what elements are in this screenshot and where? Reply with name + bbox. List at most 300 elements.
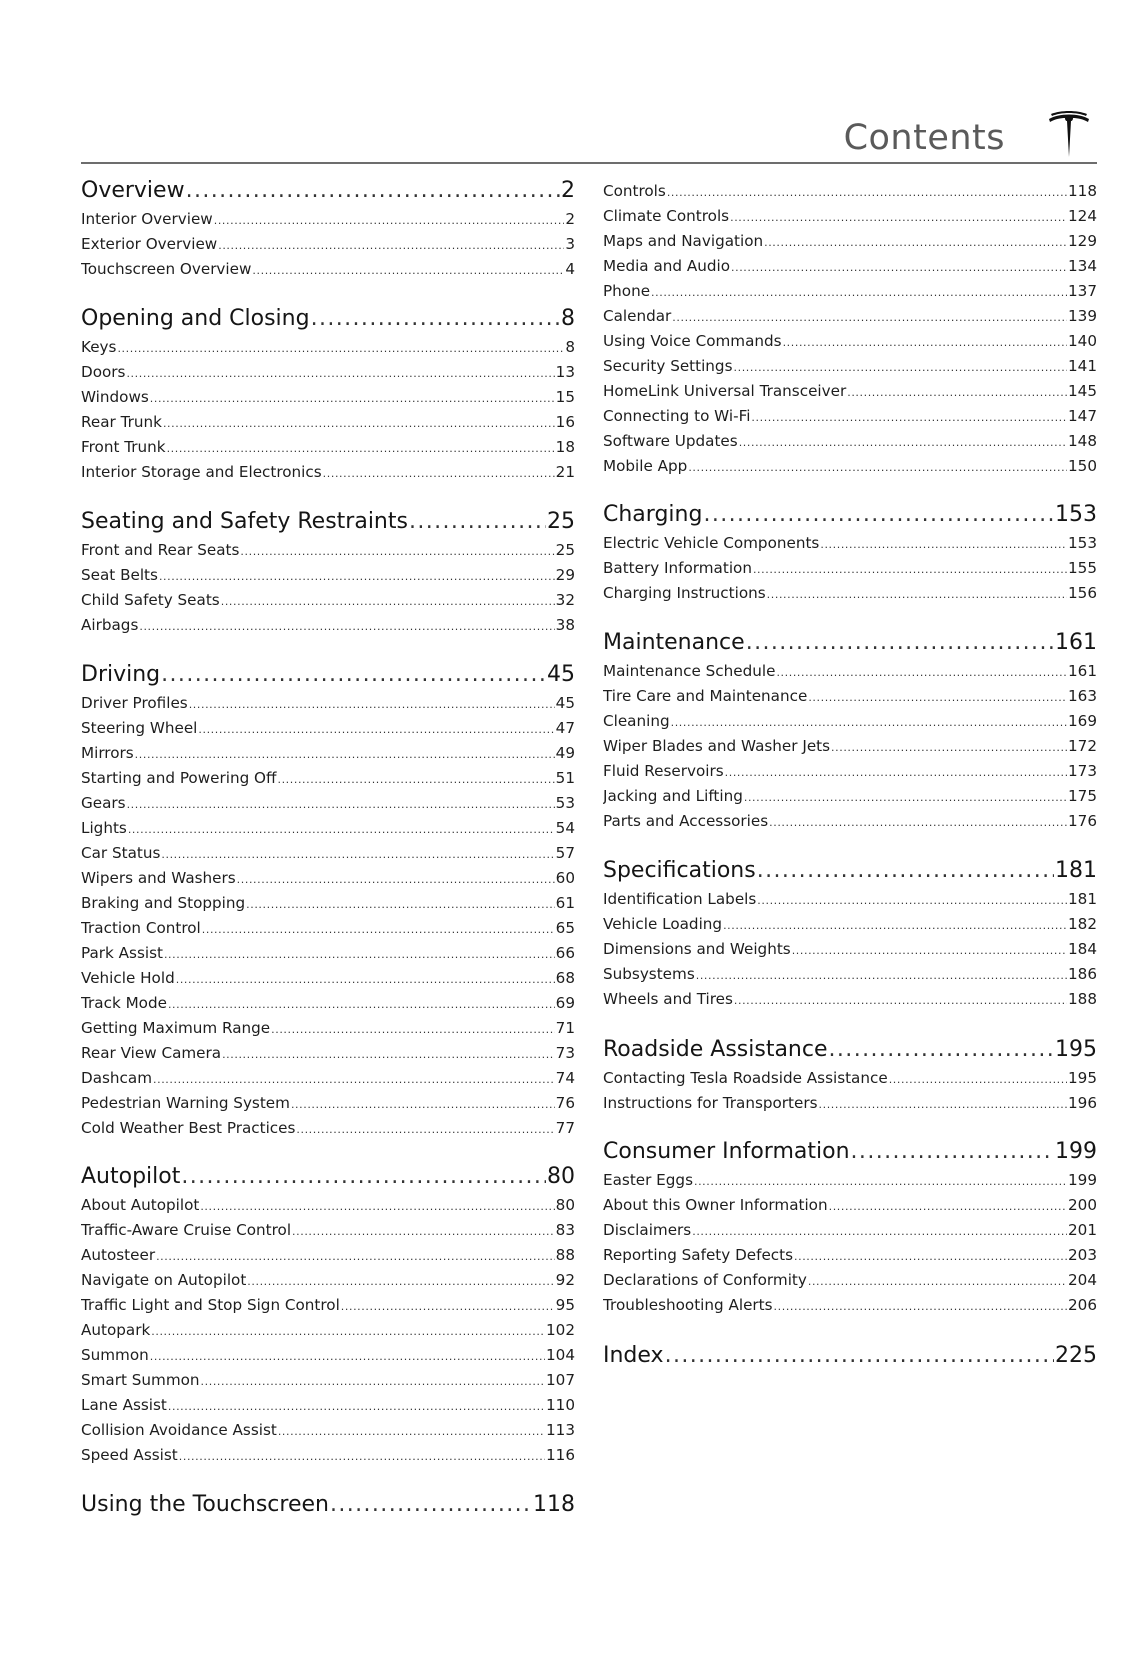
toc-entry-label: Steering Wheel (81, 719, 198, 737)
dot-leader (128, 817, 555, 841)
section-heading-label: Driving (81, 662, 161, 687)
toc-entry[interactable] (81, 1268, 575, 1293)
dot-leader (774, 1294, 1067, 1318)
toc-entry-label: Seat Belts (81, 566, 158, 584)
toc-entry[interactable] (81, 691, 575, 716)
toc-entry-page-number: 57 (555, 844, 575, 862)
toc-entry-page-number: 95 (555, 1296, 575, 1314)
section-heading-label: Specifications (603, 858, 756, 883)
toc-entry-label: Phone (603, 282, 651, 300)
toc-section-continued (603, 179, 1097, 479)
toc-entry-label: Traffic-Aware Cruise Control (81, 1221, 292, 1239)
toc-entry-page-number: 188 (1068, 990, 1097, 1008)
toc-entry-label: Cold Weather Best Practices (81, 1119, 296, 1137)
toc-entry-label: Keys (81, 338, 117, 356)
dot-leader (156, 1244, 555, 1268)
toc-entry-label: Windows (81, 388, 149, 406)
toc-entry-page-number: 15 (555, 388, 575, 406)
dot-leader (161, 659, 546, 691)
toc-entry[interactable] (603, 1218, 1097, 1243)
toc-entry-page-number: 29 (555, 566, 575, 584)
toc-entry-page-number: 141 (1068, 357, 1097, 375)
toc-entry-page-number: 195 (1068, 1069, 1097, 1087)
toc-entry[interactable] (81, 1343, 575, 1368)
section-heading-label: Maintenance (603, 630, 745, 655)
toc-entry[interactable] (603, 204, 1097, 229)
toc-entry-page-number: 140 (1068, 332, 1097, 350)
toc-entry[interactable] (81, 766, 575, 791)
dot-leader (186, 175, 560, 207)
toc-entry-label: Autosteer (81, 1246, 156, 1264)
toc-entry[interactable] (81, 538, 575, 563)
section-heading[interactable] (81, 303, 575, 335)
toc-entry[interactable] (81, 841, 575, 866)
toc-entry-page-number: 38 (555, 616, 575, 634)
toc-section (603, 1340, 1097, 1372)
toc-entry-page-number: 47 (555, 719, 575, 737)
toc-entry[interactable] (603, 279, 1097, 304)
section-heading-label: Roadside Assistance (603, 1037, 828, 1062)
toc-entry[interactable] (603, 887, 1097, 912)
dot-leader (847, 380, 1067, 404)
toc-entry-page-number: 169 (1068, 712, 1097, 730)
toc-entry-page-number: 176 (1068, 812, 1097, 830)
toc-entry[interactable] (81, 916, 575, 941)
toc-entry[interactable] (81, 1016, 575, 1041)
dot-leader (161, 842, 554, 866)
toc-entry-page-number: 13 (555, 363, 575, 381)
toc-entry-label: Mirrors (81, 744, 134, 762)
toc-entry[interactable] (603, 1268, 1097, 1293)
toc-entry-label: Wheels and Tires (603, 990, 733, 1008)
toc-entry[interactable] (603, 329, 1097, 354)
toc-entry-label: Easter Eggs (603, 1171, 693, 1189)
toc-entry-label: Connecting to Wi-Fi (603, 407, 751, 425)
section-heading-label: Opening and Closing (81, 306, 310, 331)
toc-entry-page-number: 175 (1068, 787, 1097, 805)
dot-leader (153, 1067, 555, 1091)
toc-entry-page-number: 199 (1068, 1171, 1097, 1189)
dot-leader (672, 305, 1067, 329)
dot-leader (218, 233, 564, 257)
toc-entry-label: Driver Profiles (81, 694, 188, 712)
toc-entry-page-number: 49 (555, 744, 575, 762)
toc-entry-label: Maintenance Schedule (603, 662, 776, 680)
toc-entry-page-number: 76 (555, 1094, 575, 1112)
toc-entry[interactable] (603, 1293, 1097, 1318)
dot-leader (201, 1369, 545, 1393)
section-heading-page-number: 181 (1055, 858, 1097, 883)
dot-leader (127, 792, 555, 816)
toc-entry[interactable] (81, 1041, 575, 1066)
section-heading-page-number: 118 (533, 1492, 575, 1517)
toc-entry[interactable] (603, 179, 1097, 204)
toc-entry-page-number: 184 (1068, 940, 1097, 958)
toc-entry[interactable] (81, 435, 575, 460)
dot-leader (819, 1092, 1068, 1116)
toc-entry-page-number: 61 (555, 894, 575, 912)
dot-leader (323, 461, 555, 485)
section-heading-page-number: 25 (547, 509, 575, 534)
section-heading-label: Using the Touchscreen (81, 1492, 329, 1517)
dot-leader (176, 967, 555, 991)
toc-entry-label: Declarations of Conformity (603, 1271, 807, 1289)
toc-entry-page-number: 196 (1068, 1094, 1097, 1112)
section-heading-page-number: 161 (1055, 630, 1097, 655)
toc-entry[interactable] (603, 229, 1097, 254)
toc-entry[interactable] (603, 709, 1097, 734)
toc-entry-label: Interior Overview (81, 210, 213, 228)
toc-entry[interactable] (81, 410, 575, 435)
toc-entry-page-number: 118 (1068, 182, 1097, 200)
toc-entry-label: Front Trunk (81, 438, 166, 456)
toc-entry[interactable] (81, 1293, 575, 1318)
toc-entry-label: Park Assist (81, 944, 163, 962)
toc-entry-page-number: 206 (1068, 1296, 1097, 1314)
toc-entry-label: Dimensions and Weights (603, 940, 791, 958)
toc-entry-label: Navigate on Autopilot (81, 1271, 247, 1289)
toc-entry-page-number: 203 (1068, 1246, 1097, 1264)
section-heading-page-number: 199 (1055, 1139, 1097, 1164)
toc-entry[interactable] (81, 716, 575, 741)
toc-entry-page-number: 150 (1068, 457, 1097, 475)
toc-entry[interactable] (603, 1243, 1097, 1268)
toc-entry[interactable] (603, 937, 1097, 962)
dot-leader (851, 1136, 1054, 1168)
dot-leader (753, 557, 1067, 581)
toc-entry[interactable] (603, 404, 1097, 429)
toc-entry[interactable] (603, 254, 1097, 279)
toc-entry-page-number: 53 (555, 794, 575, 812)
toc-entry-label: Instructions for Transporters (603, 1094, 818, 1112)
section-heading[interactable] (603, 627, 1097, 659)
toc-entry-page-number: 129 (1068, 232, 1097, 250)
toc-entry-page-number: 110 (546, 1396, 575, 1414)
toc-entry-page-number: 137 (1068, 282, 1097, 300)
toc-entry-label: Exterior Overview (81, 235, 218, 253)
section-heading-label: Overview (81, 178, 185, 203)
dot-leader (734, 355, 1068, 379)
toc-entry[interactable] (81, 1243, 575, 1268)
toc-entry[interactable] (603, 531, 1097, 556)
dot-leader (200, 1194, 554, 1218)
toc-entry-page-number: 155 (1068, 559, 1097, 577)
dot-leader (222, 1042, 555, 1066)
toc-entry-label: Tire Care and Maintenance (603, 687, 808, 705)
section-heading[interactable] (81, 175, 575, 207)
toc-entry[interactable] (81, 207, 575, 232)
dot-leader (751, 405, 1067, 429)
section-heading-label: Consumer Information (603, 1139, 850, 1164)
toc-section (603, 855, 1097, 1012)
toc-entry[interactable] (603, 784, 1097, 809)
toc-entry[interactable] (81, 966, 575, 991)
toc-entry[interactable] (81, 791, 575, 816)
toc-entry-page-number: 107 (546, 1371, 575, 1389)
dot-leader (831, 735, 1067, 759)
toc-entry-label: Vehicle Hold (81, 969, 175, 987)
dot-leader (794, 1244, 1067, 1268)
toc-entry-label: Front and Rear Seats (81, 541, 240, 559)
toc-entry[interactable] (81, 991, 575, 1016)
toc-entry-page-number: 32 (555, 591, 575, 609)
toc-entry-page-number: 102 (546, 1321, 575, 1339)
dot-leader (703, 499, 1054, 531)
toc-entry-label: Starting and Powering Off (81, 769, 277, 787)
toc-entry-page-number: 77 (555, 1119, 575, 1137)
toc-entry-page-number: 153 (1068, 534, 1097, 552)
section-heading-page-number: 80 (547, 1164, 575, 1189)
toc-entry-label: Rear Trunk (81, 413, 162, 431)
toc-entry-page-number: 21 (555, 463, 575, 481)
toc-entry[interactable] (81, 335, 575, 360)
toc-entry-page-number: 45 (555, 694, 575, 712)
section-heading[interactable] (603, 1034, 1097, 1066)
toc-entry[interactable] (81, 1091, 575, 1116)
dot-leader (221, 589, 555, 613)
toc-entry-label: Getting Maximum Range (81, 1019, 271, 1037)
toc-entry-page-number: 2 (565, 210, 575, 228)
toc-entry[interactable] (81, 613, 575, 638)
dot-leader (764, 230, 1067, 254)
toc-entry[interactable] (81, 1443, 575, 1468)
toc-entry-page-number: 104 (546, 1346, 575, 1364)
dot-leader (889, 1067, 1067, 1091)
toc-entry-page-number: 65 (555, 919, 575, 937)
dot-leader (311, 303, 560, 335)
section-heading[interactable] (81, 1161, 575, 1193)
dot-leader (776, 660, 1067, 684)
dot-leader (723, 913, 1067, 937)
dot-leader (792, 938, 1067, 962)
toc-entry-page-number: 8 (565, 338, 575, 356)
toc-entry-label: Reporting Safety Defects (603, 1246, 794, 1264)
toc-entry-page-number: 74 (555, 1069, 575, 1087)
dot-leader (330, 1489, 532, 1521)
toc-section (603, 499, 1097, 606)
toc-entry-page-number: 25 (555, 541, 575, 559)
toc-section (603, 1136, 1097, 1318)
dot-leader (139, 614, 554, 638)
section-heading[interactable] (603, 855, 1097, 887)
dot-leader (808, 1269, 1067, 1293)
toc-entry[interactable] (81, 891, 575, 916)
toc-entry-label: Fluid Reservoirs (603, 762, 724, 780)
toc-entry[interactable] (81, 1116, 575, 1141)
toc-entry-label: Identification Labels (603, 890, 757, 908)
toc-entry[interactable] (603, 581, 1097, 606)
toc-entry-label: Wiper Blades and Washer Jets (603, 737, 831, 755)
toc-entry-page-number: 66 (555, 944, 575, 962)
section-heading[interactable] (81, 659, 575, 691)
dot-leader (237, 867, 555, 891)
dot-leader (739, 430, 1067, 454)
toc-entry-label: Charging Instructions (603, 584, 766, 602)
section-heading-page-number: 153 (1055, 502, 1097, 527)
section-heading[interactable] (81, 506, 575, 538)
toc-entry-page-number: 204 (1068, 1271, 1097, 1289)
dot-leader (829, 1034, 1054, 1066)
toc-entry[interactable] (603, 659, 1097, 684)
section-heading-page-number: 195 (1055, 1037, 1097, 1062)
toc-section (81, 506, 575, 638)
toc-entry[interactable] (81, 232, 575, 257)
toc-entry-page-number: 148 (1068, 432, 1097, 450)
toc-entry-label: Battery Information (603, 559, 752, 577)
toc-entry-label: Calendar (603, 307, 672, 325)
toc-entry[interactable] (81, 385, 575, 410)
toc-entry-page-number: 60 (555, 869, 575, 887)
toc-entry[interactable] (603, 1066, 1097, 1091)
toc-entry[interactable] (603, 987, 1097, 1012)
toc-entry[interactable] (81, 816, 575, 841)
dot-leader (341, 1294, 555, 1318)
toc-entry-page-number: 182 (1068, 915, 1097, 933)
toc-entry[interactable] (81, 1218, 575, 1243)
toc-entry[interactable] (603, 429, 1097, 454)
toc-entry-page-number: 88 (555, 1246, 575, 1264)
toc-section (603, 1034, 1097, 1116)
dot-leader (671, 710, 1067, 734)
toc-entry-page-number: 139 (1068, 307, 1097, 325)
toc-entry-label: Mobile App (603, 457, 688, 475)
dot-leader (292, 1219, 555, 1243)
toc-entry-label: Pedestrian Warning System (81, 1094, 290, 1112)
toc-entry-page-number: 145 (1068, 382, 1097, 400)
dot-leader (278, 1419, 545, 1443)
toc-entry-label: Maps and Navigation (603, 232, 764, 250)
dot-leader (696, 963, 1067, 987)
toc-entry-page-number: 161 (1068, 662, 1097, 680)
toc-entry[interactable] (81, 941, 575, 966)
toc-entry[interactable] (81, 1318, 575, 1343)
toc-entry-page-number: 113 (546, 1421, 575, 1439)
toc-entry[interactable] (81, 866, 575, 891)
toc-entry-page-number: 134 (1068, 257, 1097, 275)
toc-entry[interactable] (81, 360, 575, 385)
toc-entry-page-number: 147 (1068, 407, 1097, 425)
dot-leader (783, 330, 1067, 354)
toc-entry-label: Climate Controls (603, 207, 730, 225)
toc-entry-label: Summon (81, 1346, 149, 1364)
toc-entry[interactable] (603, 1091, 1097, 1116)
dot-leader (168, 1394, 545, 1418)
dot-leader (767, 582, 1067, 606)
toc-entry[interactable] (81, 1193, 575, 1218)
toc-entry-label: Track Mode (81, 994, 167, 1012)
section-heading-page-number: 8 (561, 306, 575, 331)
toc-entry-label: Dashcam (81, 1069, 152, 1087)
header-rule (81, 162, 1097, 164)
dot-leader (725, 760, 1067, 784)
toc-entry-label: Parts and Accessories (603, 812, 769, 830)
toc-entry[interactable] (81, 257, 575, 282)
dot-leader (731, 255, 1067, 279)
toc-entry-label: Traffic Light and Stop Sign Control (81, 1296, 340, 1314)
dot-leader (252, 258, 564, 282)
dot-leader (189, 692, 555, 716)
toc-entry-page-number: 83 (555, 1221, 575, 1239)
toc-entry[interactable] (603, 962, 1097, 987)
toc-entry[interactable] (603, 454, 1097, 479)
toc-entry[interactable] (603, 1193, 1097, 1218)
toc-entry-page-number: 3 (565, 235, 575, 253)
toc-entry-label: Security Settings (603, 357, 733, 375)
toc-entry[interactable] (81, 563, 575, 588)
section-heading-label: Charging (603, 502, 703, 527)
dot-leader (829, 1194, 1067, 1218)
toc-entry[interactable] (81, 1368, 575, 1393)
toc-entry-label: Autopark (81, 1321, 151, 1339)
section-heading[interactable] (603, 1340, 1097, 1372)
toc-entry-page-number: 200 (1068, 1196, 1097, 1214)
section-heading[interactable] (81, 1489, 575, 1521)
toc-entry[interactable] (81, 588, 575, 613)
toc-entry[interactable] (603, 912, 1097, 937)
toc-entry-page-number: 124 (1068, 207, 1097, 225)
toc-entry[interactable] (603, 1168, 1097, 1193)
toc-entry[interactable] (603, 379, 1097, 404)
dot-leader (808, 685, 1067, 709)
toc-entry[interactable] (81, 1393, 575, 1418)
toc-entry-page-number: 181 (1068, 890, 1097, 908)
section-heading-page-number: 45 (547, 662, 575, 687)
toc-entry-label: Contacting Tesla Roadside Assistance (603, 1069, 888, 1087)
toc-entry-page-number: 69 (555, 994, 575, 1012)
toc-entry-label: Software Updates (603, 432, 738, 450)
toc-entry[interactable] (603, 759, 1097, 784)
toc-entry-label: Child Safety Seats (81, 591, 220, 609)
toc-entry-label: Speed Assist (81, 1446, 178, 1464)
section-heading-label: Index (603, 1343, 664, 1368)
dot-leader (151, 1319, 545, 1343)
dot-leader (181, 1161, 546, 1193)
dot-leader (769, 810, 1067, 834)
toc-entry[interactable] (81, 1418, 575, 1443)
toc-entry-label: Lane Assist (81, 1396, 167, 1414)
dot-leader (692, 1219, 1067, 1243)
toc-entry[interactable] (603, 734, 1097, 759)
toc-entry-page-number: 172 (1068, 737, 1097, 755)
section-heading[interactable] (603, 499, 1097, 531)
toc-entry[interactable] (603, 354, 1097, 379)
dot-leader (409, 506, 546, 538)
toc-entry-label: Disclaimers (603, 1221, 692, 1239)
dot-leader (688, 455, 1067, 479)
toc-entry-label: Vehicle Loading (603, 915, 723, 933)
tesla-logo-icon (1047, 111, 1091, 159)
toc-entry[interactable] (603, 304, 1097, 329)
section-heading-page-number: 225 (1055, 1343, 1097, 1368)
toc-entry[interactable] (81, 460, 575, 485)
toc-entry-label: Touchscreen Overview (81, 260, 252, 278)
toc-entry[interactable] (603, 556, 1097, 581)
dot-leader (126, 361, 554, 385)
section-heading-label: Seating and Safety Restraints (81, 509, 408, 534)
section-heading-page-number: 2 (561, 178, 575, 203)
toc-entry[interactable] (81, 741, 575, 766)
dot-leader (159, 564, 555, 588)
toc-entry[interactable] (81, 1066, 575, 1091)
dot-leader (665, 1340, 1054, 1372)
toc-entry[interactable] (603, 809, 1097, 834)
section-heading[interactable] (603, 1136, 1097, 1168)
toc-entry-page-number: 116 (546, 1446, 575, 1464)
dot-leader (820, 532, 1067, 556)
toc-entry-label: Interior Storage and Electronics (81, 463, 322, 481)
toc-entry[interactable] (603, 684, 1097, 709)
toc-entry-page-number: 201 (1068, 1221, 1097, 1239)
